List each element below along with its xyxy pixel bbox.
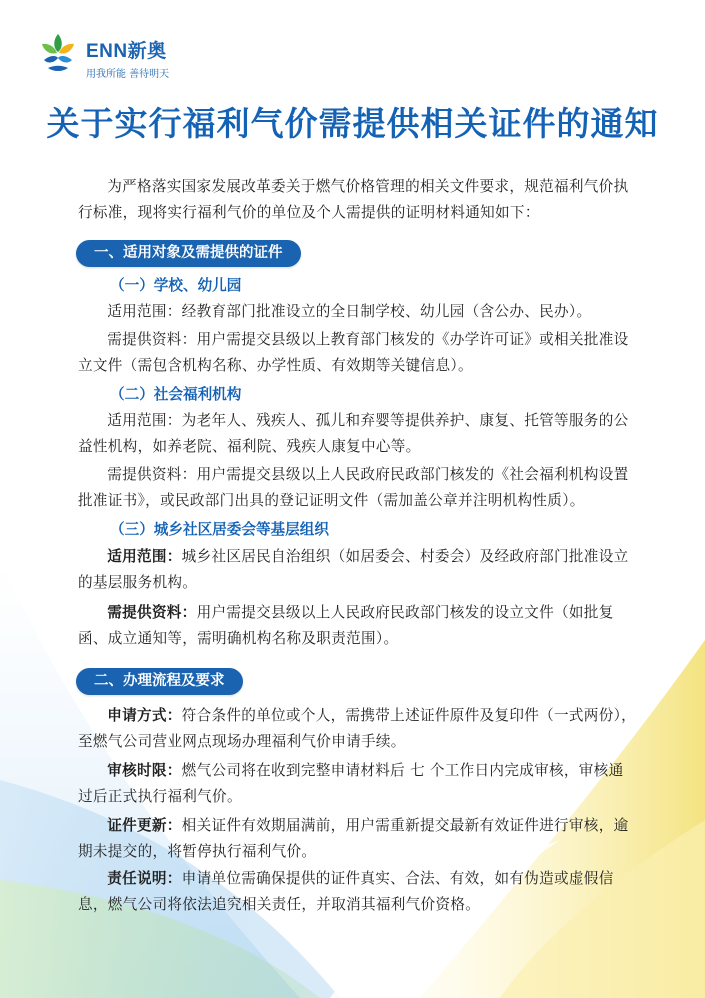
part1-docs-text: 用户需提交县级以上教育部门核发的《办学许可证》或相关批准设立文件（需包含机构名称、办学性质、有效期等关键信息）。 <box>78 331 629 374</box>
part2-scope <box>78 408 638 460</box>
section2-heading: 二、办理流程及要求 <box>76 668 243 695</box>
enn-sunflower-icon <box>36 30 80 74</box>
part1-docs-label: 需提供资料： <box>107 331 197 348</box>
section1-heading: 一、适用对象及需提供的证件 <box>76 240 301 267</box>
intro-paragraph: 为严格落实国家发展改革委关于燃气价格管理的相关文件要求，规范福利气价执行标准，现将实行福利气价的单位及个人需提供的证明材料通知如下： <box>78 178 629 221</box>
part1-scope-label: 适用范围： <box>107 303 182 320</box>
part2-docs <box>78 462 638 514</box>
logo-slogan: 用我所能 善待明天 <box>86 69 170 80</box>
part3-docs-text: 用户需提交县级以上人民政府民政部门核发的设立文件（如批复函、成立通知等，需明确机构名称及职责范围）。 <box>78 604 614 647</box>
process-review-label: 审核时限： <box>107 762 182 779</box>
logo-wordmark: ENN新奥 <box>86 41 167 62</box>
part1-scope-text: 经教育部门批准设立的全日制学校、幼儿园（含公办、民办）。 <box>181 303 592 320</box>
part2-heading: （二）社会福利机构 <box>110 386 242 403</box>
part2-docs-text: 用户需提交县级以上人民政府民政部门核发的《社会福利机构设置批准证书》，或民政部门出具的登记证明文件（需加盖公章并注明机构性质）。 <box>78 466 629 509</box>
process-review-text: 燃气公司将在收到完整申请材料后 七 个工作日内完成审核，审核通过后正式执行福利气价。 <box>78 762 624 805</box>
process-liability-label: 责任说明： <box>107 870 182 887</box>
part2-docs-label: 需提供资料： <box>107 466 197 483</box>
process-item-apply <box>78 703 638 755</box>
part3-docs <box>78 600 638 652</box>
process-liability-text: 申请单位需确保提供的证件真实、合法、有效，如有伪造或虚假信息，燃气公司将依法追究相关责任，并取消其福利气价资格。 <box>78 870 614 913</box>
process-item-renew <box>78 813 638 865</box>
part3-scope <box>78 544 638 596</box>
process-renew-text: 相关证件有效期届满前，用户需重新提交最新有效证件进行审核，逾期未提交的，将暂停执行福利气价。 <box>78 817 629 860</box>
part1-docs <box>78 327 638 379</box>
part1-scope <box>78 299 638 325</box>
part3-scope-label: 适用范围： <box>107 548 182 565</box>
process-apply-label: 申请方式： <box>107 707 182 724</box>
part3-heading: （三）城乡社区居委会等基层组织 <box>110 521 329 538</box>
part3-docs-label: 需提供资料： <box>107 604 197 621</box>
part3-scope-text: 城乡社区居民自治组织（如居委会、村委会）及经政府部门批准设立的基层服务机构。 <box>78 548 629 591</box>
brand-logo <box>36 30 206 82</box>
part1-heading: （一）学校、幼儿园 <box>110 277 242 294</box>
process-renew-label: 证件更新： <box>107 817 182 834</box>
document-title: 关于实行福利气价需提供相关证件的通知 <box>46 104 659 143</box>
part2-scope-label: 适用范围： <box>107 412 182 429</box>
part2-scope-text: 为老年人、残疾人、孤儿和弃婴等提供养护、康复、托管等服务的公益性机构，如养老院、福利院、残疾人康复中心等。 <box>78 412 629 455</box>
process-item-review <box>78 758 638 810</box>
process-item-liability <box>78 866 638 918</box>
process-apply-text: 符合条件的单位或个人，需携带上述证件原件及复印件（一式两份），至燃气公司营业网点现场办理福利气价申请手续。 <box>78 707 637 750</box>
